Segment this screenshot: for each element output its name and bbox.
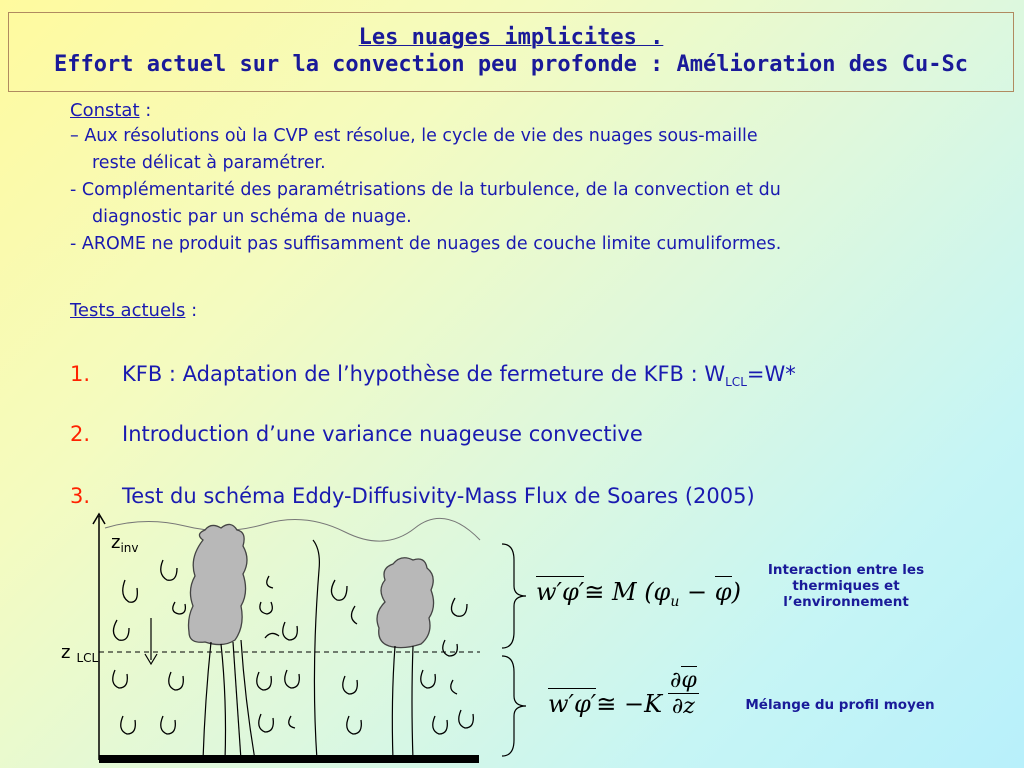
item-1-text — [122, 362, 796, 389]
constat-heading-text: Constat — [70, 100, 140, 121]
eddy — [351, 606, 357, 624]
item-2-number: 2. — [70, 422, 91, 446]
tests-colon: : — [185, 300, 198, 321]
eddy — [173, 602, 186, 614]
constat-section — [70, 100, 781, 258]
title-line1: Les nuages implicites . — [358, 25, 664, 50]
item-2-text: Introduction d’une variance nuageuse convective — [122, 422, 643, 446]
eddy — [331, 580, 347, 600]
eddy — [459, 710, 474, 728]
eddy — [169, 672, 184, 690]
eddy — [443, 640, 458, 656]
updraft-1 — [203, 642, 211, 760]
title-line2: Effort actuel sur la convection peu profonde : Amélioration des Cu-Sc — [54, 52, 968, 77]
eddy — [123, 580, 138, 602]
zinv-label: $z_{inv}$ — [111, 532, 139, 555]
eddy — [257, 672, 272, 690]
eddy — [283, 622, 298, 640]
tests-heading — [70, 300, 197, 321]
tests-heading-text: Tests actuels — [70, 300, 186, 321]
title-box — [8, 12, 1014, 92]
ground-bar — [99, 755, 479, 763]
equation-2: w′φ′≅ −K — [548, 690, 663, 718]
cloud-left — [189, 524, 248, 644]
item-1-sub: LCL — [725, 375, 747, 390]
eddy — [451, 598, 467, 616]
constat-colon: : — [139, 100, 152, 121]
cloud-right — [377, 558, 434, 648]
eddy — [161, 560, 177, 580]
eddy — [260, 602, 272, 614]
updraft-5 — [392, 646, 395, 760]
eddy — [265, 633, 279, 638]
brace-top — [500, 542, 530, 650]
item-1-after: =W* — [746, 362, 796, 386]
eddy — [421, 670, 436, 688]
updraft-3 — [233, 642, 241, 760]
note-melange: Mélange du profil moyen — [745, 697, 935, 713]
convection-diagram — [55, 510, 485, 768]
eddy — [285, 670, 300, 688]
eddy — [259, 714, 274, 732]
eddy — [113, 670, 128, 688]
eddy — [433, 716, 448, 734]
constat-line-5: - AROME ne produit pas suffisamment de nuages de couche limite cumuliformes. — [70, 234, 782, 254]
note-interaction: Interaction entre les thermiques et l’environnement — [767, 562, 925, 610]
brace-bottom — [500, 654, 530, 758]
eddy — [161, 716, 176, 734]
updraft-4 — [241, 640, 255, 760]
item-3-number: 3. — [70, 484, 91, 508]
constat-line-4: diagnostic par un schéma de nuage. — [92, 207, 412, 227]
eddy — [121, 716, 136, 734]
equation-1: w′φ′≅ M $(\varphi_u - \varphi)$ — [536, 578, 741, 610]
constat-line-2: reste délicat à paramétrer. — [92, 153, 326, 173]
eddy — [113, 620, 129, 640]
eddy — [347, 716, 362, 734]
eddy — [289, 716, 295, 728]
item-1-number: 1. — [70, 362, 91, 386]
eddy — [343, 676, 358, 694]
constat-heading — [70, 100, 781, 121]
item-3-text: Test du schéma Eddy-Diffusivity-Mass Flux de Soares (2005) — [122, 484, 755, 508]
constat-line-3: - Complémentarité des paramétrisations de la turbulence, de la convection et du — [70, 180, 781, 200]
tall-plume — [313, 540, 319, 760]
eddy — [267, 576, 273, 588]
inversion-line — [105, 518, 480, 541]
updraft-2 — [221, 644, 226, 760]
updraft-6 — [412, 646, 413, 760]
equation-2-fraction: ∂φ ∂z — [670, 668, 697, 719]
eddy — [451, 680, 457, 694]
constat-line-1: – Aux résolutions où la CVP est résolue, le cycle de vie des nuages sous-maille — [70, 126, 758, 146]
item-1-main: KFB : Adaptation de l’hypothèse de fermeture de KFB : W — [122, 362, 726, 386]
zlcl-label: z $_{LCL}$ — [61, 642, 99, 665]
